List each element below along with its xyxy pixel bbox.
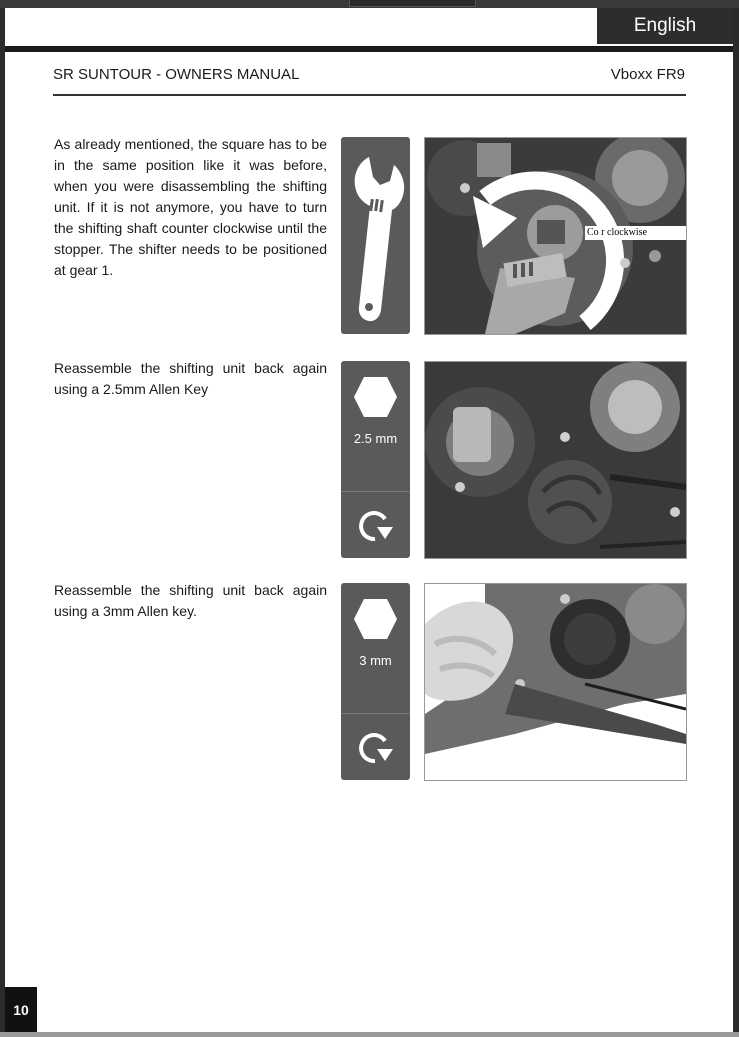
tool-panel-3	[341, 583, 410, 780]
engine-photo-3	[425, 584, 686, 780]
hex-icon	[341, 591, 410, 651]
hex-icon	[341, 369, 410, 429]
tool-size-label: 2.5 mm	[353, 431, 398, 446]
model-name: Vboxx FR9	[610, 66, 685, 83]
panel-divider	[341, 713, 410, 714]
page-number: 10	[5, 987, 37, 1032]
instruction-text-3: Reassemble the shifting unit back again using a 3mm Allen key.	[54, 582, 327, 619]
rotate-clockwise-icon	[341, 501, 410, 551]
tool-size-label: 3 mm	[359, 653, 392, 668]
tool-panel-1	[341, 137, 410, 334]
viewer-bottom-bar	[0, 1032, 739, 1037]
viewer-top-bar	[0, 0, 739, 8]
manual-page	[5, 52, 733, 1032]
tool-panel-2	[341, 361, 410, 558]
photo-allen-3	[424, 583, 687, 781]
engine-photo-2	[425, 362, 686, 558]
instruction-text-2: Reassemble the shifting unit back again using a 2.5mm Allen Key	[54, 360, 327, 397]
rotate-clockwise-icon	[341, 723, 410, 773]
viewer-tab[interactable]	[349, 0, 476, 7]
photo-allen-2-5	[424, 361, 687, 559]
wrench-icon	[341, 137, 410, 334]
manual-title: SR SUNTOUR - OWNERS MANUAL	[53, 66, 300, 83]
panel-divider	[341, 491, 410, 492]
instruction-text-1: As already mentioned, the square has to be in the same position like it was before, when you were disassembling the shifting unit. If it is not anymore, you have to turn the shifting shaft counter clockwise until the stopper. The shifter needs to be positioned at gear 1.	[54, 136, 327, 278]
photo-annotation: Co r clockwise	[587, 227, 647, 238]
header-rule	[53, 94, 686, 96]
language-label: English	[597, 8, 733, 44]
photo-shifter-square	[424, 137, 687, 335]
